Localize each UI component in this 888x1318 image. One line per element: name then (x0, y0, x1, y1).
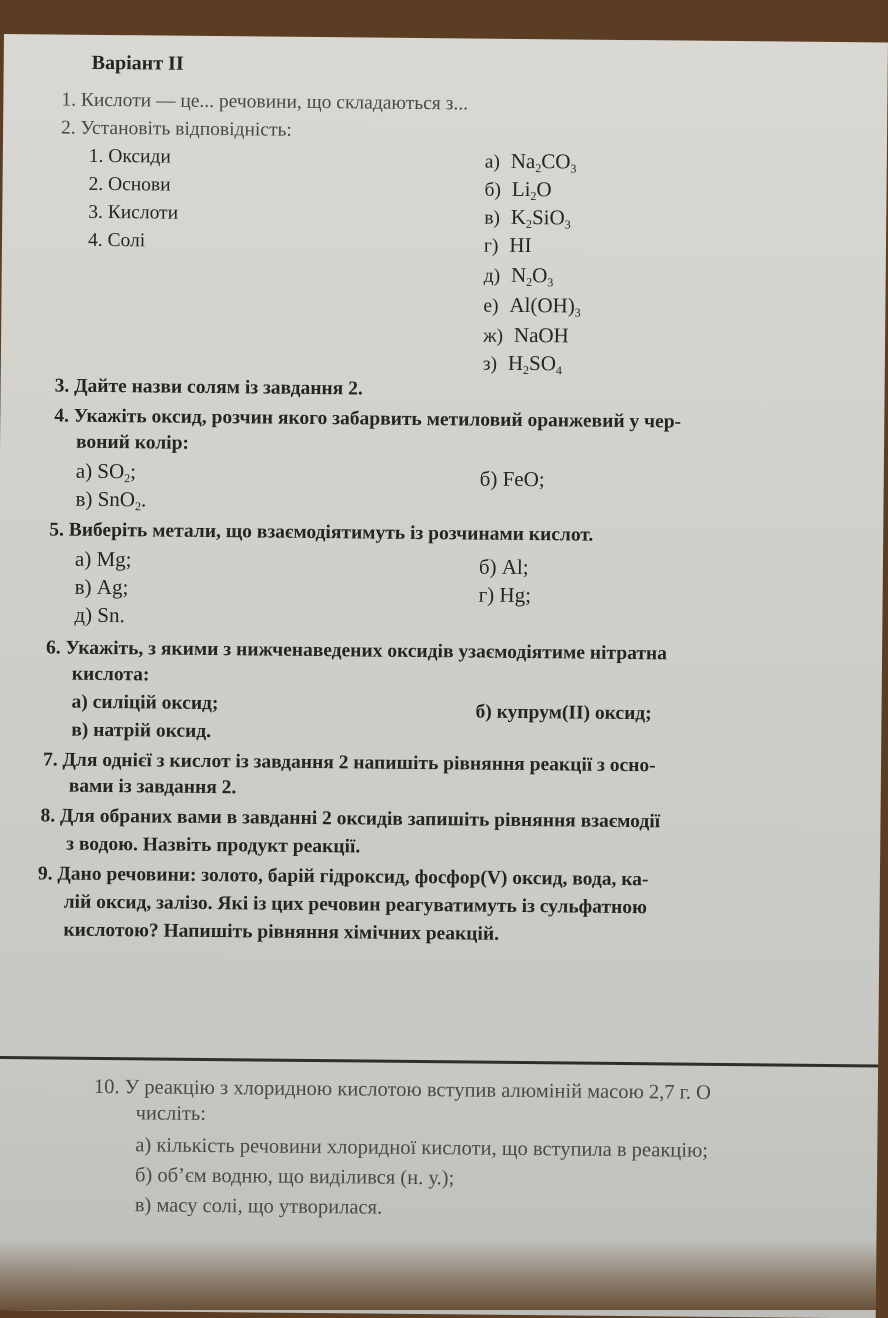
question-9-line1: 9. Дано речовини: золото, барій гідроксид, фосфор(V) оксид, вода, ка- (37, 863, 649, 891)
q5-option-a: а) Mg; (74, 546, 132, 572)
question-4-line2: воний колір: (75, 431, 190, 454)
q5-option-e: д) Sn. (74, 602, 125, 628)
option-label: в) (484, 207, 501, 229)
option-label: а) (484, 151, 501, 173)
section-divider (0, 1056, 878, 1067)
q2-left-item: 1. Оксиди (88, 145, 171, 168)
option-label: з) (482, 353, 498, 375)
question-8-line1: 8. Для обраних вами в завданні 2 оксидів запишіть рівняння взаємодії (40, 805, 661, 833)
formula: $H_2SO_4$ (507, 350, 562, 378)
question-9-line2: лій оксид, залізо. Які із цих речовин реагуватимуть із сульфатною (63, 891, 648, 919)
formula: NaOH (513, 322, 569, 348)
option-label: г) (483, 235, 499, 257)
q2-right-item (484, 176, 552, 204)
q2-right-item (484, 148, 577, 176)
q2-left-item: 3. Кислоти (88, 201, 179, 224)
formula: $N_2O_3$ (510, 262, 554, 290)
q2-right-item (483, 232, 532, 258)
q10-option-c: в) масу солі, що утворилася. (134, 1194, 383, 1219)
q10-option-b: б) об’єм водню, що виділився (н. у.); (134, 1164, 455, 1190)
q2-right-item (484, 204, 571, 232)
question-4-line1: 4. Укажіть оксид, розчин якого забарвить метиловий оранжевий у чер- (54, 405, 682, 433)
q6-option-b: б) купрум(II) оксид; (475, 701, 652, 725)
q5-option-c: в) Ag; (74, 574, 129, 600)
formula: $Na_2CO_3$ (510, 148, 577, 176)
q2-right-item (483, 322, 569, 348)
option-label: е) (483, 295, 499, 317)
question-9-line3: кислотою? Напишіть рівняння хімічних реакцій. (63, 919, 500, 945)
question-6-line2: кислота: (71, 663, 150, 686)
question-10-line1: 10. У реакцію з хлоридною кислотою вступив алюміній масою 2,7 г. О (93, 1075, 711, 1104)
question-3: 3. Дайте назви солям із завдання 2. (54, 375, 363, 400)
question-7-line2: вами із завдання 2. (68, 775, 237, 799)
q6-option-a: а) силіцій оксид; (71, 691, 219, 715)
formula: $Li_2O$ (511, 176, 552, 204)
question-1: 1. Кислоти — це... речовини, що складаються з... (61, 89, 469, 115)
question-5: 5. Виберіть метали, що взаємодіятимуть із розчинами кислот. (49, 519, 594, 546)
q2-right-item (482, 350, 562, 378)
formula: $Al(OH)_3$ (509, 292, 581, 320)
q2-left-item: 2. Основи (88, 173, 171, 196)
option-label: б) (484, 179, 502, 201)
paper-sheet (0, 34, 888, 1318)
table-surface (0, 1240, 888, 1310)
question-8-line2: з водою. Назвіть продукт реакції. (66, 833, 361, 858)
q2-left-item: 4. Солі (87, 229, 146, 252)
q5-option-d: г) Hg; (478, 582, 532, 608)
q2-right-item (483, 292, 581, 320)
q4-option-a: а) $SO_2$; (75, 458, 137, 486)
q6-option-c: в) натрій оксид. (71, 719, 212, 743)
q2-right-item (483, 262, 554, 290)
q10-option-a: а) кількість речовини хлоридної кислоти, що вступила в реакцію; (135, 1134, 709, 1162)
question-2-title: 2. Установіть відповідність: (60, 117, 292, 141)
option-label: ж) (483, 325, 504, 347)
option-label: д) (483, 265, 501, 287)
formula: $K_2SiO_3$ (510, 204, 571, 232)
question-6-line1: 6. Укажіть, з якими з нижченаведених оксидів узаємодіятиме нітратна (46, 637, 668, 665)
question-10-line2: числіть: (135, 1102, 207, 1125)
q4-option-b: б) FeO; (479, 466, 545, 492)
formula: HI (509, 232, 532, 258)
question-7-line1: 7. Для однієї з кислот із завдання 2 напишіть рівняння реакції з осно- (42, 749, 656, 777)
q4-option-c: в) SnO$_2$. (75, 486, 147, 514)
variant-title: Варіант II (91, 51, 184, 75)
q5-option-b: б) Al; (478, 554, 529, 580)
